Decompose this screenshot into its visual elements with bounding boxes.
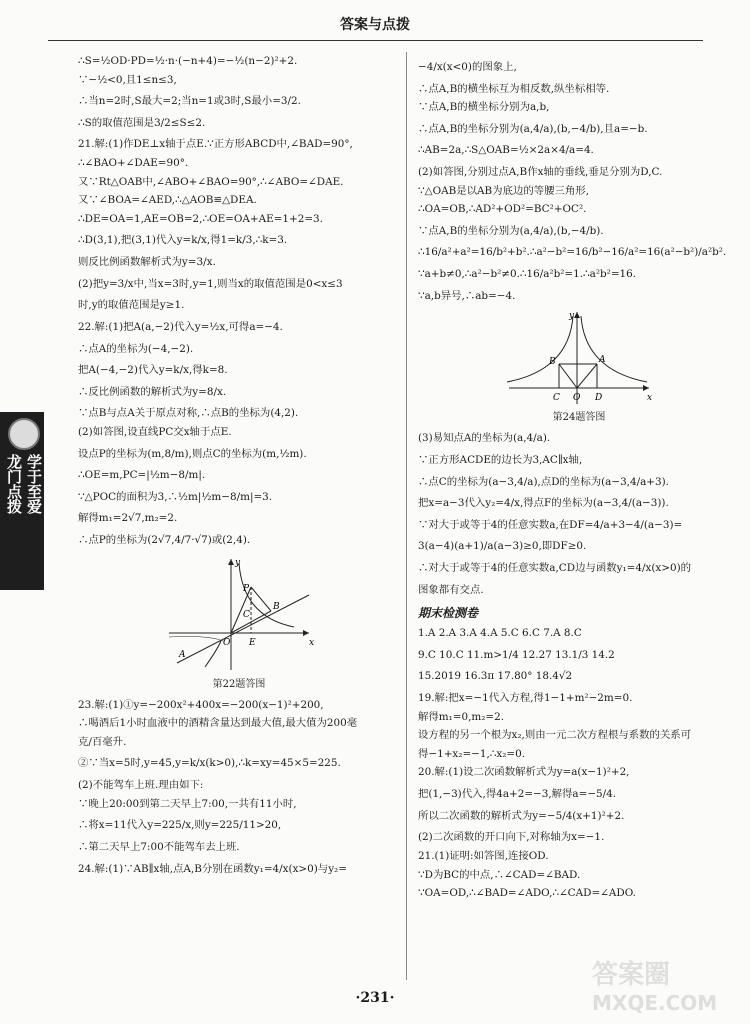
text-line: ∴∠BAO+∠DAE=90°. <box>78 157 189 170</box>
fig24-label: y <box>569 311 575 322</box>
text-line: ∵晚上20:00到第二天早上7:00,一共有11小时, <box>78 797 297 810</box>
text-line: 21.解:(1)作DE⊥x轴于点E.∵正方形ABCD中,∠BAD=90°, <box>78 138 353 151</box>
figure-24 <box>418 308 740 425</box>
text-line: (2)把y=3/x中,当x=3时,y=1,则当x的取值范围是0<x≤3 <box>78 277 343 290</box>
text-line: (2)不能驾车上班.理由如下: <box>78 779 204 792</box>
text-line: 则反比例函数解析式为y=3/x. <box>78 256 216 269</box>
text-line: ∵点B与点A关于原点对称,∴点B的坐标为(4,2). <box>78 407 299 420</box>
figure-22-caption: 第22题答图 <box>212 678 266 690</box>
watermark <box>592 954 732 1015</box>
fig22-label: x <box>309 637 315 648</box>
fig24-label: B <box>549 357 556 368</box>
text-line: ∴第二天早上7:00不能驾车去上班. <box>78 840 240 853</box>
text-line: ∴D(3,1),把(3,1)代入y=k/x,得1=k/3,∴k=3. <box>78 234 288 247</box>
text-line: ∴点P的坐标为(2√7,4/7·√7)或(2,4). <box>78 534 251 547</box>
text-line: 把(1,−3)代入,得4a+2=−3,解得a=−5/4. <box>418 788 617 801</box>
text-line: 23.解:(1)①y=−200x²+400x=−200(x−1)²+200, <box>78 698 324 711</box>
text-line: 图象都有交点. <box>418 583 484 596</box>
fig24-label: D <box>595 393 603 404</box>
text-line: ∴将x=11代入y=225/x,则y=225/11>20, <box>78 819 282 832</box>
figure-24-graph <box>499 308 659 408</box>
page-header-title: 答案与点拨 <box>340 17 410 33</box>
text-line: ∵−½<0,且1≤n≤3, <box>78 73 177 86</box>
watermark-url: MXQE.COM <box>592 991 718 1015</box>
fig22-label: E <box>249 637 256 648</box>
text-line: ∴点A,B的坐标分别为(a,4/a),(b,−4/b),且a=−b. <box>418 122 648 135</box>
text-line: 又∵∠BOA=∠AED,∴△AOB≌△DEA. <box>78 194 257 207</box>
text-line: 3(a−4)(a+1)/a(a−3)≥0,即DF≥0. <box>418 540 587 553</box>
text-line: ∵OA=OD,∴∠BAD=∠ADO,∴∠CAD=∠ADO. <box>418 887 636 900</box>
text-line: ∴OA=OB,∴AD²+OD²=BC²+OC². <box>418 203 587 216</box>
text-line: ∴DE=OA=1,AE=OB=2,∴OE=OA+AE=1+2=3. <box>78 212 323 225</box>
fig24-label: A <box>599 355 606 366</box>
text-line: ∴反比例函数的解析式为y=8/x. <box>78 385 227 398</box>
text-line: (2)如答图,设直线PC交x轴于点E. <box>78 425 232 438</box>
fig24-label: x <box>647 393 653 404</box>
text-line: ∴点A,B的横坐标互为相反数,纵坐标相等. <box>418 82 610 95</box>
sidebar-brand: 龙门点拨 <box>5 454 23 514</box>
text-line: ∵a+b≠0,∴a²−b²≠0.∴16/a²b²=1.∴a²b²=16. <box>418 268 637 281</box>
fig22-label: C <box>243 609 250 620</box>
text-line: 设方程的另一个根为x₂,则由一元二次方程根与系数的关系可 <box>418 729 692 742</box>
text-line: 把A(−4,−2)代入y=k/x,得k=8. <box>78 364 228 377</box>
text-line: 得−1+x₂=−1,∴x₂=0. <box>418 747 526 760</box>
text-line: 克/百毫升. <box>78 735 127 748</box>
emblem-icon <box>8 418 40 450</box>
sidebar-badge <box>0 412 44 590</box>
fig22-label: P <box>243 583 250 594</box>
fig22-label: y <box>235 557 241 568</box>
text-line: ∴点A的坐标为(−4,−2). <box>78 342 194 355</box>
figure-24-caption: 第24题答图 <box>552 412 606 424</box>
text-line: ∵△POC的面积为3,∴½m|½m−8/m|=3. <box>78 490 273 503</box>
text-line: 20.解:(1)设二次函数解析式为y=a(x−1)²+2, <box>418 766 630 779</box>
text-line: ∴S的取值范围是3/2≤S≤2. <box>78 116 206 129</box>
text-line: ∵D为BC的中点,∴∠CAD=∠BAD. <box>418 868 581 881</box>
section-heading: 期末检测卷 <box>418 606 479 621</box>
text-line: (3)易知点A的坐标为(a,4/a). <box>418 432 551 445</box>
text-line: 把x=a−3代入y₂=4/x,得点F的坐标为(a−3,4/(a−3)). <box>418 497 669 510</box>
figure-22 <box>78 555 400 692</box>
text-line: ∴喝酒后1小时血液中的酒精含量达到最大值,最大值为200毫 <box>78 717 358 730</box>
text-line: ∴OE=m,PC=|½m−8/m|. <box>78 469 206 482</box>
text-line: ②∵当x=5时,y=45,y=k/x(k>0),∴k=xy=45×5=225. <box>78 757 341 770</box>
text-line: ∴当n=2时,S最大=2;当n=1或3时,S最小=3/2. <box>78 95 301 108</box>
answer-row: 15.2019 16.3π 17.80° 18.4√2 <box>418 670 573 683</box>
text-line: (2)如答图,分别过点A,B作x轴的垂线,垂足分别为D,C. <box>418 166 663 179</box>
answer-row: 9.C 10.C 11.m>1/4 12.27 13.1/3 14.2 <box>418 648 615 661</box>
text-line: ∵对大于或等于4的任意实数a,在DF=4/a+3−4/(a−3)= <box>418 518 683 531</box>
text-line: ∵△OAB是以AB为底边的等腰三角形, <box>418 184 589 197</box>
text-line: 19.解:把x=−1代入方程,得1−1+m²−2m=0. <box>418 692 633 705</box>
text-line: −4/x(x<0)的图象上, <box>418 61 517 73</box>
text-line: 解得m₁=2√7,m₂=2. <box>78 512 178 525</box>
text-line: 22.解:(1)把A(a,−2)代入y=½x,可得a=−4. <box>78 320 283 333</box>
text-line: ∵点A,B的坐标分别为(a,4/a),(b,−4/b). <box>418 224 604 237</box>
fig22-label: A <box>179 649 186 660</box>
page-number: ·231· <box>355 990 395 1006</box>
sidebar-slogan: 学于至爱 <box>25 454 43 514</box>
text-line: (2)二次函数的开口向下,对称轴为x=−1. <box>418 831 605 844</box>
text-line: 又∵Rt△OAB中,∠ABO+∠BAO=90°,∴∠ABO=∠DAE. <box>78 175 344 188</box>
left-column <box>78 54 400 883</box>
header-rule <box>48 40 703 41</box>
text-line: 21.(1)证明:如答图,连接OD. <box>418 849 549 862</box>
text-line: ∵a,b异号,∴ab=−4. <box>418 289 516 302</box>
fig24-label: O <box>573 393 581 404</box>
right-column <box>418 54 740 905</box>
text-line: 所以二次函数的解析式为y=−5/4(x+1)²+2. <box>418 809 625 822</box>
text-line: ∴AB=2a,∴S△OAB=½×2a×4/a=4. <box>418 144 594 157</box>
answer-row: 1.A 2.A 3.A 4.A 5.C 6.C 7.A 8.C <box>418 627 582 640</box>
text-line: ∵正方形ACDE的边长为3,AC∥x轴, <box>418 453 583 466</box>
fig24-label: C <box>553 393 560 404</box>
text-line: 设点P的坐标为(m,8/m),则点C的坐标为(m,½m). <box>78 447 307 460</box>
text-line: 时,y的取值范围是y≥1. <box>78 299 185 312</box>
watermark-title: 答案圈 <box>592 960 671 990</box>
figure-22-graph <box>159 555 319 675</box>
column-divider <box>406 52 407 980</box>
fig22-label: O <box>223 637 231 648</box>
text-line: ∴点C的坐标为(a−3,4/a),点D的坐标为(a−3,4/a+3). <box>418 475 669 488</box>
text-line: 解得m₁=0,m₂=2. <box>418 710 505 723</box>
text-line: ∴S=½OD·PD=½·n·(−n+4)=−½(n−2)²+2. <box>78 55 298 67</box>
text-line: ∴16/a²+a²=16/b²+b².∴a²−b²=16/b²−16/a²=16(a²−b²)/a²b². <box>418 246 727 259</box>
text-line: ∴对大于或等于4的任意实数a,CD边与函数y₁=4/x(x>0)的 <box>418 561 692 574</box>
text-line: ∵点A,B的横坐标分别为a,b, <box>418 101 550 114</box>
text-line: 24.解:(1)∵AB∥x轴,点A,B分别在函数y₁=4/x(x>0)与y₂= <box>78 862 347 875</box>
fig22-label: B <box>273 601 280 612</box>
